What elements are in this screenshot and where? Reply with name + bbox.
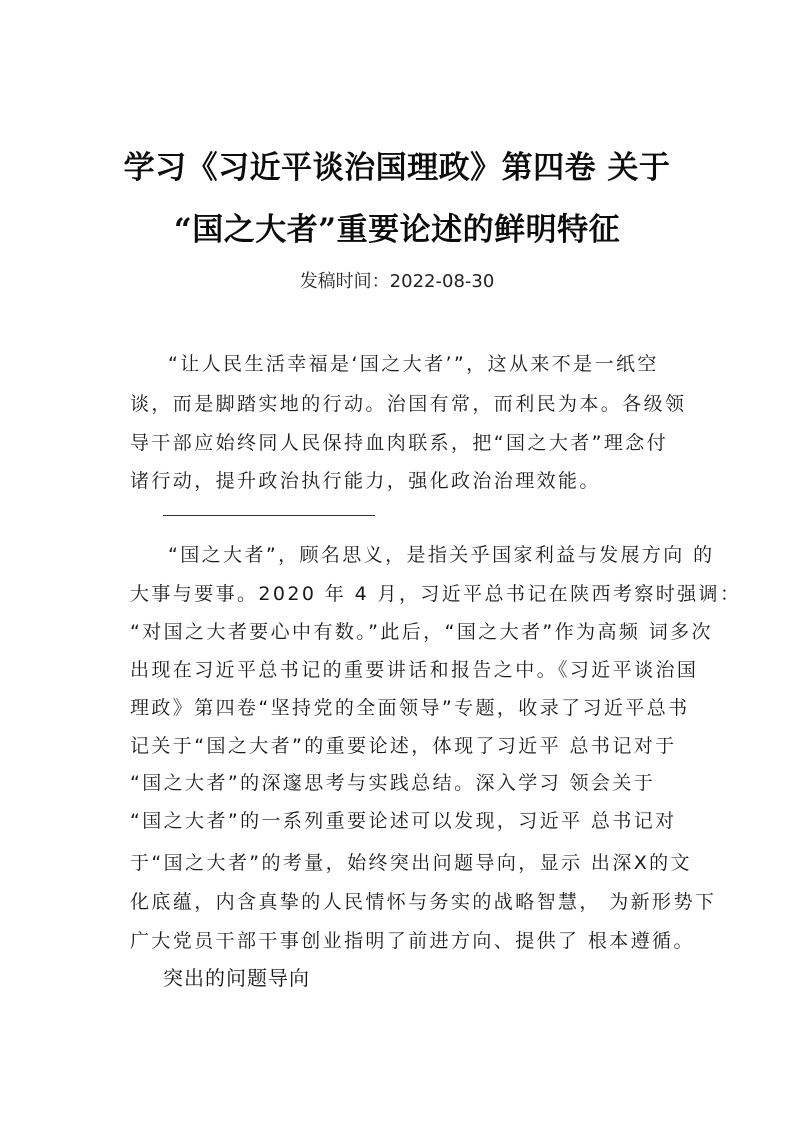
paragraph-1-line: 诸行动，提升政治执行能力，强化政治治理效能。 [130, 470, 601, 492]
paragraph-1-line: 导干部应始终同人民保持血肉联系，把“国之大者”理念付 [130, 432, 669, 454]
paragraph-2-line: “国之大者”，顾名思义，是指关乎国家利益与发展方向 的 [168, 544, 715, 566]
paragraph-2-line: 于“国之大者”的考量，始终突出问题导向，显示 出深X的文 [130, 852, 692, 874]
paragraph-2-line: “对国之大者要心中有数。”此后，“国之大者”作为高频 词多次 [130, 621, 713, 643]
paragraph-2-line: 记关于“国之大者”的重要论述，体现了习近平 总书记对于 [130, 735, 677, 757]
section-divider [163, 515, 375, 516]
paragraph-2-line: “国之大者”的一系列重要论述可以发现，习近平 总书记对 [130, 810, 677, 832]
article-title-line-2: “国之大者”重要论述的鲜明特征 [173, 212, 621, 248]
paragraph-2-line: “国之大者”的深邃思考与实践总结。深入学习 领会关于 [130, 772, 656, 794]
section-subheading: 突出的问题导向 [163, 968, 310, 990]
paragraph-1-line: “让人民生活幸福是‘国之大者’”，这从来不是一纸空 [168, 353, 659, 375]
paragraph-2-line: 理政》第四卷“坚持党的全面领导”专题，收录了习近平总书 [130, 697, 690, 719]
paragraph-2-line: 广大党员干部干事创业指明了前进方向、提供了 根本遵循。 [130, 930, 695, 952]
paragraph-1-line: 谈，而是脚踏实地的行动。治国有常，而利民为本。各级领 [130, 393, 687, 415]
paragraph-2-line: 化底蕴，内含真挚的人民情怀与务实的战略智慧， 为新形势下 [130, 891, 717, 913]
paragraph-2-line: 大事与要事。2020 年 4 月，习近平总书记在陕西考察时强调： [130, 583, 742, 605]
publish-date: 发稿时间：2022-08-30 [299, 271, 495, 292]
article-title-line-1: 学习《习近平谈治国理政》第四卷 关于 [123, 150, 671, 186]
paragraph-2-line: 出现在习近平总书记的重要讲话和报告之中。《习近平谈治国 [130, 659, 699, 681]
